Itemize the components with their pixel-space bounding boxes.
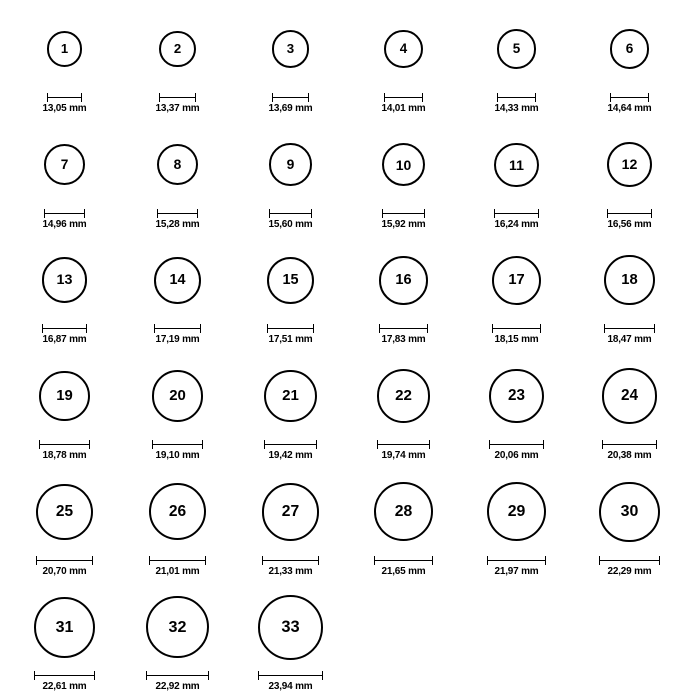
caliper-icon: [272, 93, 309, 101]
caliper-icon: [497, 93, 536, 101]
ring-size-cell[interactable]: [460, 122, 573, 230]
caliper-icon: [42, 324, 88, 332]
diameter-label: 21,65 mm: [381, 565, 426, 577]
ring-size-cell[interactable]: [573, 353, 686, 461]
ring-circle-wrap: [492, 237, 541, 323]
ring-circle-wrap: [602, 353, 657, 439]
diameter-label: 14,33 mm: [494, 103, 539, 114]
caliper-icon: [384, 93, 422, 101]
ring-circle-wrap: [34, 584, 95, 670]
diameter-measure: [487, 556, 547, 577]
ring-circle-wrap: [146, 584, 208, 670]
ring-circle: [157, 144, 199, 186]
ring-size-cell[interactable]: [121, 237, 234, 345]
size-row: [8, 6, 692, 122]
diameter-label: 16,56 mm: [607, 218, 652, 230]
ring-size-number: 23: [508, 387, 525, 405]
diameter-measure: [602, 440, 657, 461]
ring-circle-wrap: [159, 6, 195, 92]
ring-circle-wrap: [149, 469, 206, 555]
ring-size-cell[interactable]: [573, 6, 686, 114]
diameter-measure: [39, 440, 90, 461]
ring-size-cell[interactable]: [8, 353, 121, 461]
ring-circle: [159, 31, 195, 67]
caliper-icon: [262, 556, 320, 564]
ring-size-number: 26: [168, 502, 187, 520]
diameter-label: 20,38 mm: [607, 450, 652, 462]
ring-circle: [492, 256, 541, 305]
ring-circle-wrap: [382, 122, 425, 208]
ring-size-number: 30: [620, 502, 639, 520]
caliper-icon: [39, 440, 90, 448]
diameter-measure: [154, 324, 201, 345]
diameter-measure: [36, 556, 92, 577]
diameter-label: 21,97 mm: [494, 565, 539, 577]
ring-size-number: 14: [169, 272, 186, 289]
diameter-label: 13,69 mm: [268, 103, 313, 114]
diameter-label: 23,94 mm: [268, 681, 313, 693]
diameter-measure: [146, 671, 208, 692]
diameter-label: 19,42 mm: [268, 450, 313, 462]
ring-size-number: 5: [512, 41, 521, 57]
diameter-label: 15,28 mm: [155, 218, 200, 230]
ring-size-number: 13: [56, 272, 73, 289]
ring-size-number: 29: [507, 502, 526, 520]
ring-size-number: 15: [282, 272, 299, 289]
ring-size-cell[interactable]: [573, 122, 686, 230]
diameter-measure: [262, 556, 320, 577]
ring-size-cell[interactable]: [234, 353, 347, 461]
ring-size-number: 11: [509, 156, 524, 173]
caliper-icon: [377, 440, 431, 448]
size-row: [8, 353, 692, 469]
ring-size-cell[interactable]: [8, 6, 121, 114]
ring-circle-wrap: [47, 6, 83, 92]
diameter-label: 14,01 mm: [381, 103, 426, 114]
caliper-icon: [258, 671, 323, 679]
ring-size-number: 10: [395, 156, 412, 173]
diameter-measure: [156, 93, 200, 114]
ring-size-cell[interactable]: [234, 122, 347, 230]
ring-size-number: 24: [620, 387, 639, 405]
ring-circle: [154, 257, 201, 304]
diameter-measure: [495, 93, 539, 114]
caliper-icon: [157, 209, 199, 217]
diameter-label: 21,01 mm: [155, 565, 200, 577]
caliper-icon: [44, 209, 85, 217]
ring-size-cell[interactable]: [8, 122, 121, 230]
caliper-icon: [159, 93, 195, 101]
diameter-label: 13,37 mm: [155, 103, 200, 114]
ring-size-cell[interactable]: [460, 353, 573, 461]
ring-size-number: 12: [621, 156, 638, 173]
diameter-measure: [43, 93, 87, 114]
caliper-icon: [607, 209, 652, 217]
diameter-label: 14,64 mm: [607, 103, 652, 114]
diameter-measure: [599, 556, 659, 577]
ring-size-cell[interactable]: [121, 353, 234, 461]
size-row: [8, 584, 692, 700]
diameter-label: 22,92 mm: [155, 681, 200, 693]
ring-size-number: 1: [60, 41, 69, 57]
ring-size-number: 18: [621, 271, 638, 288]
diameter-label: 16,87 mm: [42, 334, 87, 346]
diameter-measure: [379, 324, 427, 345]
caliper-icon: [379, 324, 427, 332]
ring-circle: [264, 370, 317, 423]
ring-size-number: 28: [394, 502, 413, 520]
ring-size-cell[interactable]: [234, 237, 347, 345]
caliper-icon: [264, 440, 317, 448]
diameter-measure: [382, 93, 426, 114]
diameter-measure: [608, 93, 652, 114]
caliper-icon: [610, 93, 650, 101]
ring-circle: [269, 143, 311, 185]
ring-size-cell[interactable]: [121, 6, 234, 114]
ring-size-cell[interactable]: [573, 237, 686, 345]
ring-size-number: 27: [281, 502, 300, 520]
ring-circle: [379, 256, 427, 304]
ring-size-cell[interactable]: [234, 584, 347, 692]
ring-size-number: 33: [281, 618, 300, 637]
diameter-label: 21,33 mm: [268, 565, 313, 577]
ring-size-number: 17: [508, 272, 525, 288]
ring-size-cell[interactable]: [8, 237, 121, 345]
ring-circle: [258, 595, 323, 660]
ring-size-number: 9: [286, 155, 295, 172]
ring-circle-wrap: [36, 469, 92, 555]
ring-size-cell[interactable]: [347, 122, 460, 230]
ring-circle-wrap: [152, 353, 204, 439]
diameter-label: 13,05 mm: [42, 103, 87, 114]
ring-circle-wrap: [497, 6, 536, 92]
ring-size-cell[interactable]: [347, 6, 460, 114]
ring-circle-wrap: [374, 469, 433, 555]
diameter-measure: [267, 324, 315, 345]
diameter-label: 19,74 mm: [381, 450, 426, 462]
caliper-icon: [36, 556, 92, 564]
ring-size-number: 2: [173, 41, 182, 57]
ring-size-number: 6: [625, 41, 634, 57]
ring-circle: [599, 482, 659, 542]
diameter-measure: [604, 324, 654, 345]
ring-circle: [146, 596, 208, 658]
ring-circle-wrap: [494, 122, 538, 208]
ring-circle: [374, 482, 433, 541]
diameter-measure: [374, 556, 433, 577]
diameter-measure: [492, 324, 541, 345]
diameter-label: 20,70 mm: [42, 565, 87, 577]
caliper-icon: [149, 556, 206, 564]
diameter-label: 22,29 mm: [607, 565, 652, 577]
ring-size-cell[interactable]: [121, 584, 234, 692]
diameter-measure: [494, 209, 538, 230]
diameter-measure: [43, 209, 87, 230]
diameter-measure: [149, 556, 206, 577]
ring-circle-wrap: [258, 584, 323, 670]
caliper-icon: [382, 209, 425, 217]
ring-circle: [382, 143, 425, 186]
ring-circle-wrap: [610, 6, 650, 92]
ring-circle-wrap: [604, 237, 654, 323]
diameter-measure: [42, 324, 88, 345]
ring-circle: [497, 29, 536, 68]
diameter-measure: [258, 671, 323, 692]
size-row: [8, 469, 692, 585]
ring-circle: [44, 144, 85, 185]
ring-circle: [607, 142, 652, 187]
ring-circle: [39, 371, 90, 422]
ring-circle-wrap: [384, 6, 422, 92]
ring-size-cell[interactable]: [460, 237, 573, 345]
caliper-icon: [492, 324, 541, 332]
ring-circle: [149, 483, 206, 540]
diameter-label: 19,10 mm: [155, 450, 200, 462]
ring-circle: [36, 484, 92, 540]
caliper-icon: [146, 671, 208, 679]
diameter-measure: [152, 440, 204, 461]
ring-circle: [610, 29, 650, 69]
ring-circle-wrap: [377, 353, 431, 439]
ring-size-cell[interactable]: [234, 6, 347, 114]
ring-circle-wrap: [607, 122, 652, 208]
ring-size-cell[interactable]: [234, 469, 347, 577]
ring-circle: [262, 483, 320, 541]
ring-size-cell[interactable]: [460, 6, 573, 114]
ring-size-number: 16: [395, 272, 412, 289]
ring-circle: [384, 30, 422, 68]
ring-circle: [272, 30, 309, 67]
diameter-label: 15,60 mm: [268, 218, 313, 230]
diameter-measure: [607, 209, 652, 230]
ring-circle: [42, 257, 88, 303]
ring-circle: [267, 257, 315, 305]
diameter-label: 22,61 mm: [42, 681, 87, 693]
ring-circle: [377, 369, 431, 423]
ring-circle-wrap: [487, 469, 547, 555]
ring-circle: [602, 368, 657, 423]
diameter-label: 17,19 mm: [155, 334, 200, 346]
diameter-measure: [269, 93, 313, 114]
ring-size-cell[interactable]: [573, 469, 686, 577]
diameter-label: 15,92 mm: [381, 218, 426, 230]
ring-circle: [487, 482, 547, 542]
diameter-measure: [269, 209, 313, 230]
ring-circle-wrap: [599, 469, 659, 555]
ring-circle-wrap: [489, 353, 543, 439]
diameter-measure: [264, 440, 317, 461]
ring-size-cell[interactable]: [8, 469, 121, 577]
ring-circle-wrap: [154, 237, 201, 323]
caliper-icon: [599, 556, 659, 564]
ring-size-number: 22: [395, 387, 412, 405]
diameter-label: 18,15 mm: [494, 334, 539, 346]
diameter-label: 17,83 mm: [381, 334, 426, 346]
ring-circle-wrap: [39, 353, 90, 439]
diameter-label: 20,06 mm: [494, 450, 539, 462]
caliper-icon: [154, 324, 201, 332]
ring-circle-wrap: [379, 237, 427, 323]
ring-size-number: 20: [169, 386, 186, 404]
ring-circle-wrap: [262, 469, 320, 555]
ring-circle-wrap: [42, 237, 88, 323]
ring-circle: [47, 31, 83, 67]
ring-size-number: 19: [56, 387, 73, 404]
ring-circle-wrap: [264, 353, 317, 439]
caliper-icon: [604, 324, 654, 332]
ring-circle-wrap: [272, 6, 309, 92]
diameter-label: 14,96 mm: [42, 218, 87, 230]
diameter-label: 18,78 mm: [42, 450, 87, 462]
size-row: [8, 122, 692, 238]
caliper-icon: [487, 556, 547, 564]
diameter-measure: [156, 209, 200, 230]
ring-size-number: 32: [168, 618, 187, 637]
ring-size-cell[interactable]: [121, 122, 234, 230]
ring-size-cell[interactable]: [460, 469, 573, 577]
diameter-label: 16,24 mm: [494, 218, 539, 230]
ring-size-number: 25: [55, 502, 74, 520]
ring-size-cell[interactable]: [8, 584, 121, 692]
ring-size-cell[interactable]: [347, 353, 460, 461]
ring-size-cell[interactable]: [347, 237, 460, 345]
ring-size-number: 31: [55, 618, 74, 637]
caliper-icon: [47, 93, 83, 101]
caliper-icon: [489, 440, 543, 448]
caliper-icon: [267, 324, 315, 332]
size-row: [8, 237, 692, 353]
ring-size-number: 21: [282, 387, 299, 405]
ring-circle-wrap: [44, 122, 85, 208]
ring-circle-wrap: [267, 237, 315, 323]
diameter-label: 17,51 mm: [268, 334, 313, 346]
ring-circle: [152, 370, 204, 422]
ring-size-number: 8: [173, 156, 182, 172]
ring-circle: [604, 255, 654, 305]
ring-circle-wrap: [269, 122, 311, 208]
ring-size-cell[interactable]: [121, 469, 234, 577]
caliper-icon: [34, 671, 95, 679]
ring-circle: [494, 143, 538, 187]
ring-circle: [34, 597, 95, 658]
ring-circle-wrap: [157, 122, 199, 208]
ring-size-number: 3: [286, 41, 295, 57]
caliper-icon: [374, 556, 433, 564]
diameter-measure: [34, 671, 95, 692]
diameter-measure: [489, 440, 543, 461]
ring-circle: [489, 369, 543, 423]
diameter-measure: [377, 440, 431, 461]
caliper-icon: [152, 440, 204, 448]
diameter-measure: [382, 209, 426, 230]
caliper-icon: [494, 209, 538, 217]
caliper-icon: [602, 440, 657, 448]
ring-size-cell[interactable]: [347, 469, 460, 577]
ring-size-number: 4: [399, 41, 408, 57]
caliper-icon: [269, 209, 311, 217]
diameter-label: 18,47 mm: [607, 334, 652, 346]
ring-size-number: 7: [60, 156, 69, 172]
